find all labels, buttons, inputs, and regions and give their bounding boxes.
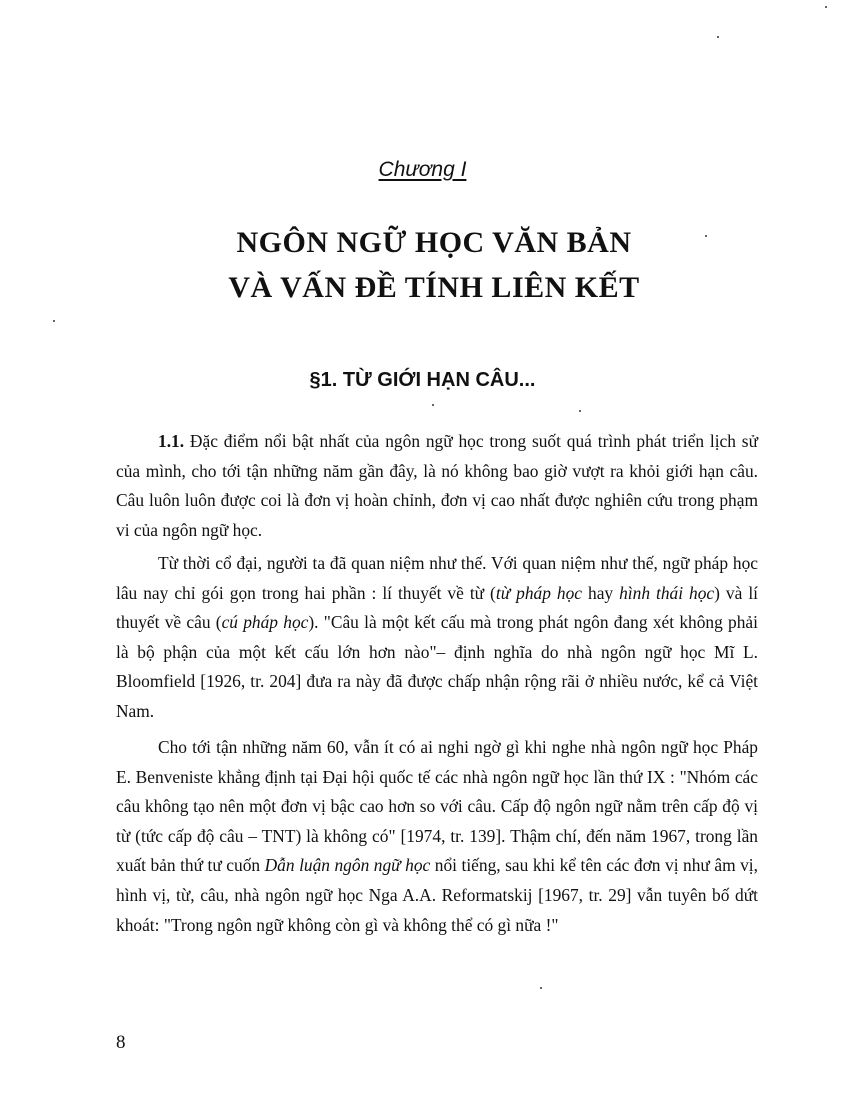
chapter-label: Chương I [378,158,467,181]
scan-speck [540,987,542,989]
paragraph-2-text-3: ) và lí thuyết về câu ( [116,582,758,633]
paragraph-2-text-2: hay [582,582,620,603]
paragraph-2-italic-3: cú pháp học [221,612,309,633]
paragraph-2 [116,549,758,727]
scan-speck [53,320,55,322]
paragraph-3-text-2: nổi tiếng, sau khi kể tên các đơn vị như âm vị, hình vị, từ, câu, nhà ngôn ngữ học Nga A.A. Reformatskij [1967, tr. 29] vẫn tuyên bố dứt khoát: "Trong ngôn ngữ không còn gì và không thể có gì nữa !" [116,855,758,935]
paragraph-2-italic-1: từ pháp học [495,582,583,603]
paragraph-2-text-4: ). "Câu là một kết cấu mà trong phát ngôn đang xét không phải là bộ phận của một kết cấu lớn hơn nào"– định nghĩa do nhà ngôn ngữ học Mĩ L. Bloomfield [1926, tr. 204] đưa ra này đã được chấp nhận rộng rãi ở nhiều nước, kể cả Việt Nam. [116,612,758,721]
section-title: §1. TỪ GIỚI HẠN CÂU... [309,369,536,391]
paragraph-2-text-1: Từ thời cổ đại, người ta đã quan niệm như thế. Với quan niệm như thế, ngữ pháp học lâu nay chỉ gói gọn trong hai phần : lí thuyết về từ ( [116,553,758,603]
paragraph-1 [116,427,758,545]
paragraph-3-text-1: Cho tới tận những năm 60, vẫn ít có ai nghi ngờ gì khi nghe nhà ngôn ngữ học Pháp E. Benveniste khẳng định tại Đại hội quốc tế các nhà ngôn ngữ học lần thứ IX : "Nhóm các câu không tạo nên một đơn vị bậc cao hơn so với câu. Cấp độ ngôn ngữ nằm trên cấp độ vị từ (tức cấp độ câu – TNT) là không có" [1974, tr. 139]. Thậm chí, đến năm 1967, trong lần xuất bản thứ tư cuốn [116,737,758,876]
paragraph-3 [116,733,758,940]
scan-speck [705,235,707,237]
paragraph-1-text: Đặc điểm nổi bật nhất của ngôn ngữ học trong suốt quá trình phát triển lịch sử của mình, cho tới tận những năm gần đây, là nó không bao giờ vượt ra khỏi giới hạn câu. Câu luôn luôn được coi là đơn vị hoàn chỉnh, đơn vị cao nhất được nghiên cứu trong phạm vi của ngôn ngữ học. [116,431,758,540]
paragraph-number: 1.1. [158,431,185,451]
chapter-heading [0,158,845,182]
scan-speck [432,404,434,406]
scan-speck [825,6,827,8]
title-line-2: VÀ VẤN ĐỀ TÍNH LIÊN KẾT [228,271,640,304]
paragraph-3-italic-1: Dẫn luận ngôn ngữ học [264,855,431,876]
scan-speck [579,410,581,412]
paragraph-2-italic-2: hình thái học [619,582,715,603]
scan-speck [717,36,719,38]
page-number: 8 [116,1032,126,1053]
title-line-1: NGÔN NGỮ HỌC VĂN BẢN [236,226,632,259]
